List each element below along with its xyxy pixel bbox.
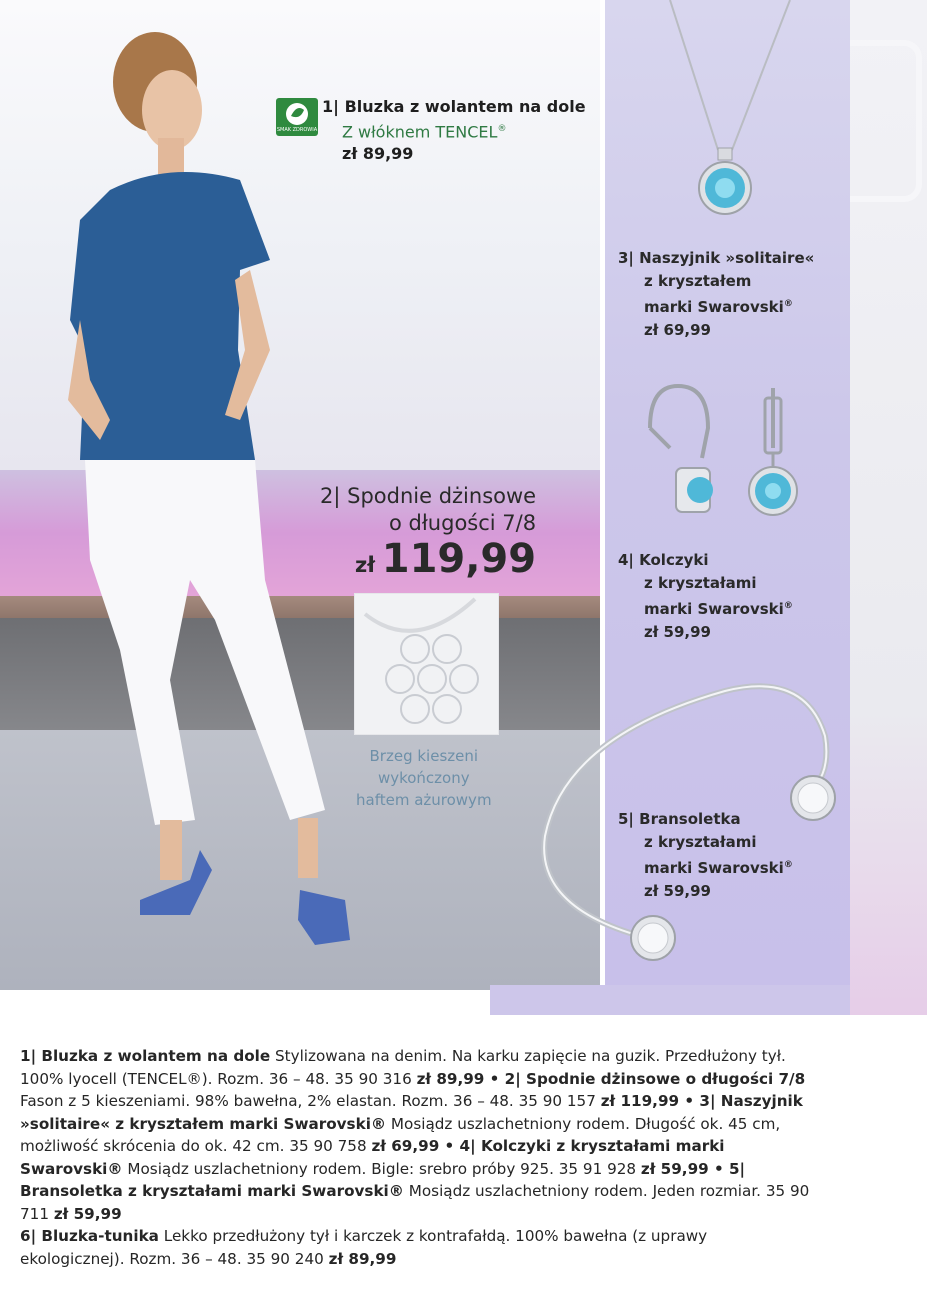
product-4-price: zł 59,99 xyxy=(644,623,711,641)
registered-mark: ® xyxy=(783,860,793,870)
desc-segment: 1| Bluzka z wolantem na dole xyxy=(20,1047,271,1065)
product-2-number: 2| xyxy=(320,484,341,508)
product-3-name-line3: marki Swarovski xyxy=(644,298,784,316)
pocket-caption-line1: Brzeg kieszeni xyxy=(369,747,479,765)
desc-segment: 6| Bluzka-tunika xyxy=(20,1227,159,1245)
product-5-name-line2: z kryształami xyxy=(644,833,757,851)
desc-segment: Fason z 5 kieszeniami. 98% bawełna, 2% elastan. Rozm. 36 – 48. 35 90 157 xyxy=(20,1092,601,1110)
pocket-caption-line3: haftem ażurowym xyxy=(356,791,492,809)
product-3-tag xyxy=(618,247,814,342)
product-1-number: 1| xyxy=(322,97,339,116)
pocket-detail-image xyxy=(354,593,499,735)
product-5-name-line3: marki Swarovski xyxy=(644,859,784,877)
desc-segment: Mosiądz uszlachetniony rodem. Bigle: srebro próby 925. 35 91 928 xyxy=(122,1159,641,1178)
desc-segment: Mosiądz uszlachetniony rodem. Jeden rozmiar. 35 90 711 xyxy=(20,1182,810,1223)
model-photo xyxy=(40,20,360,960)
earrings-image xyxy=(640,378,810,528)
pocket-caption xyxy=(356,745,492,811)
desc-segment: zł 59,99 xyxy=(53,1204,122,1223)
jewelry-panel-extension xyxy=(490,985,850,1015)
product-1-name: Bluzka z wolantem na dole xyxy=(344,97,586,116)
product-3-name-line1: 3| Naszyjnik »solitaire« xyxy=(618,249,815,267)
desc-segment: Lekko przedłużony tył i karczek z kontrafałdą. 100% bawełna (z uprawy ekologicznej). Rozm. 36 – 48. 35 90 240 xyxy=(20,1227,708,1268)
product-2-name-line2: o długości 7/8 xyxy=(388,511,537,535)
product-4-tag xyxy=(618,549,793,644)
product-5-name-line1: 5| Bransoletka xyxy=(618,810,741,828)
product-4-name-line2: z kryształami xyxy=(644,574,757,592)
product-2-price: 119,99 xyxy=(381,536,537,582)
eco-badge-label: SMAK ZDROWIA xyxy=(276,127,318,133)
desc-segment: zł 89,99 • 2| Spodnie dżinsowe o długości 7/8 xyxy=(416,1069,806,1088)
product-2-currency: zł xyxy=(355,553,376,577)
desc-segment: zł 119,99 • 3| Naszyjnik »solitaire« z kryształem marki Swarovski® xyxy=(20,1092,803,1133)
desc-segment: zł 59,99 • 5| Bransoletka z kryształami marki Swarovski® xyxy=(20,1159,746,1200)
product-1-tag xyxy=(322,96,586,165)
necklace-image xyxy=(660,0,800,225)
product-description xyxy=(20,1045,810,1270)
product-1-subtitle: Z włóknem TENCEL xyxy=(342,122,498,142)
product-5-tag xyxy=(618,808,793,903)
desc-segment: zł 89,99 xyxy=(328,1249,397,1268)
product-3-price: zł 69,99 xyxy=(644,321,711,339)
pocket-caption-line2: wykończony xyxy=(377,769,470,787)
desc-segment: zł 69,99 • 4| Kolczyki z kryształami marki Swarovski® xyxy=(20,1137,725,1178)
product-4-name-line3: marki Swarovski xyxy=(644,600,784,618)
product-1-price: zł 89,99 xyxy=(342,144,414,164)
registered-mark: ® xyxy=(783,601,793,611)
product-2-name-line1: Spodnie dżinsowe xyxy=(347,484,537,508)
registered-mark: ® xyxy=(497,124,507,134)
desc-segment: Stylizowana na denim. Na karku zapięcie na guzik. Przedłużony tył. 100% lyocell (TENCEL®). Rozm. 36 – 48. 35 90 316 xyxy=(20,1047,786,1088)
product-3-name-line2: z kryształem xyxy=(644,272,752,290)
product-4-name-line1: 4| Kolczyki xyxy=(618,551,709,569)
product-2-tag xyxy=(320,483,536,581)
product-5-price: zł 59,99 xyxy=(644,882,711,900)
registered-mark: ® xyxy=(783,299,793,309)
desc-segment: Mosiądz uszlachetniony rodem. Długość ok. 45 cm, możliwość skrócenia do ok. 42 cm. 35 90 758 xyxy=(20,1114,781,1155)
